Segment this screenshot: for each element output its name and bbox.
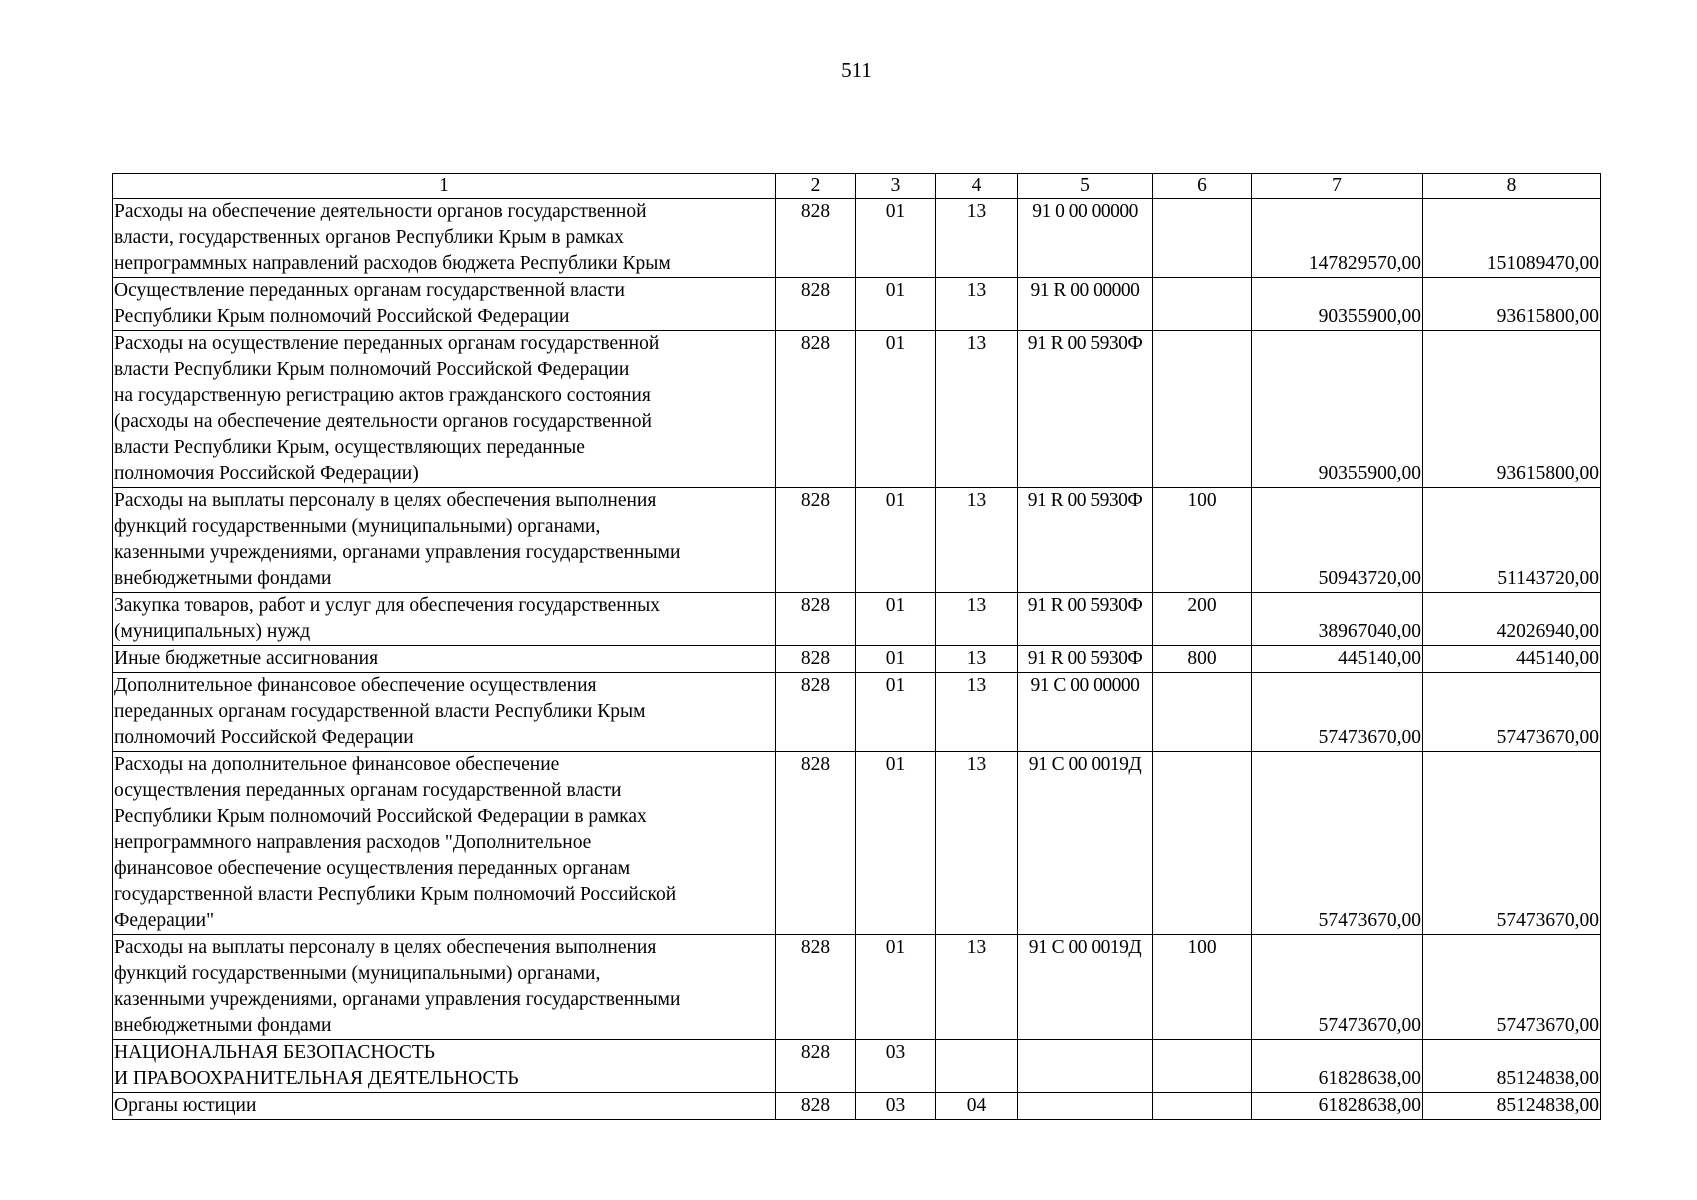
subsection-code: 13 — [936, 331, 1018, 488]
expense-name — [113, 935, 776, 1040]
target-article-code: 91 R 00 5930Ф — [1018, 646, 1153, 673]
budget-table — [112, 173, 1601, 1120]
subsection-code: 04 — [936, 1093, 1018, 1120]
table-row — [113, 646, 1601, 673]
table-row — [113, 199, 1601, 278]
expense-name — [113, 752, 776, 935]
amount-year-1: 57473670,00 — [1252, 935, 1423, 1040]
ministry-code: 828 — [776, 199, 856, 278]
target-article-code: 91 R 00 5930Ф — [1018, 331, 1153, 488]
target-article-code: 91 R 00 5930Ф — [1018, 488, 1153, 593]
expense-name-line: внебюджетными фондами — [114, 568, 332, 589]
amount-year-2: 445140,00 — [1423, 646, 1601, 673]
expense-type-code — [1153, 752, 1252, 935]
expense-name-line: функций государственными (муниципальными) органами, — [114, 963, 601, 984]
expense-name-line: переданных органам государственной власти Республики Крым — [114, 701, 646, 722]
subsection-code: 13 — [936, 199, 1018, 278]
table-row — [113, 673, 1601, 752]
ministry-code: 828 — [776, 593, 856, 646]
expense-name-line: функций государственными (муниципальными) органами, — [114, 516, 601, 537]
amount-year-1: 90355900,00 — [1252, 278, 1423, 331]
table-row — [113, 278, 1601, 331]
expense-name-line: Иные бюджетные ассигнования — [114, 648, 379, 669]
section-code: 01 — [856, 331, 936, 488]
expense-type-code: 800 — [1153, 646, 1252, 673]
section-code: 01 — [856, 752, 936, 935]
expense-type-code — [1153, 1093, 1252, 1120]
expense-name — [113, 488, 776, 593]
subsection-code — [936, 1040, 1018, 1093]
ministry-code: 828 — [776, 1093, 856, 1120]
expense-name-line: казенными учреждениями, органами управления государственными — [114, 989, 681, 1010]
expense-name-line: казенными учреждениями, органами управления государственными — [114, 542, 681, 563]
section-code: 03 — [856, 1040, 936, 1093]
amount-year-1: 61828638,00 — [1252, 1093, 1423, 1120]
expense-name-line: Закупка товаров, работ и услуг для обеспечения государственных — [114, 595, 661, 616]
column-header: 3 — [856, 174, 936, 199]
subsection-code: 13 — [936, 935, 1018, 1040]
expense-name-line: (муниципальных) нужд — [114, 621, 311, 642]
amount-year-1: 57473670,00 — [1252, 752, 1423, 935]
expense-name-line: Расходы на выплаты персоналу в целях обеспечения выполнения — [114, 490, 657, 511]
amount-year-1: 147829570,00 — [1252, 199, 1423, 278]
expense-name-line: Расходы на выплаты персоналу в целях обеспечения выполнения — [114, 937, 657, 958]
subsection-code: 13 — [936, 752, 1018, 935]
table-row — [113, 935, 1601, 1040]
amount-year-1: 50943720,00 — [1252, 488, 1423, 593]
amount-year-2: 93615800,00 — [1423, 331, 1601, 488]
expense-name-line: Дополнительное финансовое обеспечение осуществления — [114, 675, 597, 696]
expense-name — [113, 646, 776, 673]
expense-name-line: власти Республики Крым полномочий Российской Федерации — [114, 359, 630, 380]
expense-name-line: Органы юстиции — [114, 1095, 257, 1116]
subsection-code: 13 — [936, 673, 1018, 752]
expense-name-line: Республики Крым полномочий Российской Федерации — [114, 306, 570, 327]
column-header: 1 — [113, 174, 776, 199]
ministry-code: 828 — [776, 1040, 856, 1093]
expense-type-code — [1153, 278, 1252, 331]
target-article-code: 91 R 00 5930Ф — [1018, 593, 1153, 646]
ministry-code: 828 — [776, 646, 856, 673]
expense-name — [113, 331, 776, 488]
ministry-code: 828 — [776, 278, 856, 331]
expense-name-line: НАЦИОНАЛЬНАЯ БЕЗОПАСНОСТЬ — [114, 1042, 435, 1063]
amount-year-2: 93615800,00 — [1423, 278, 1601, 331]
target-article-code: 91 0 00 00000 — [1018, 199, 1153, 278]
amount-year-2: 51143720,00 — [1423, 488, 1601, 593]
amount-year-1: 445140,00 — [1252, 646, 1423, 673]
amount-year-1: 90355900,00 — [1252, 331, 1423, 488]
column-header: 8 — [1423, 174, 1601, 199]
amount-year-2: 57473670,00 — [1423, 935, 1601, 1040]
expense-type-code: 200 — [1153, 593, 1252, 646]
column-header: 5 — [1018, 174, 1153, 199]
expense-name — [113, 593, 776, 646]
column-header: 2 — [776, 174, 856, 199]
section-code: 01 — [856, 673, 936, 752]
column-header: 7 — [1252, 174, 1423, 199]
expense-name-line: власти, государственных органов Республики Крым в рамках — [114, 227, 624, 248]
expense-name-line: Федерации" — [114, 910, 215, 931]
expense-name-line: (расходы на обеспечение деятельности органов государственной — [114, 411, 652, 432]
expense-type-code — [1153, 673, 1252, 752]
amount-year-1: 57473670,00 — [1252, 673, 1423, 752]
amount-year-2: 85124838,00 — [1423, 1040, 1601, 1093]
table-row — [113, 752, 1601, 935]
section-code: 01 — [856, 488, 936, 593]
table-row — [113, 1093, 1601, 1120]
ministry-code: 828 — [776, 935, 856, 1040]
expense-name-line: И ПРАВООХРАНИТЕЛЬНАЯ ДЕЯТЕЛЬНОСТЬ — [114, 1068, 519, 1089]
ministry-code: 828 — [776, 331, 856, 488]
expense-type-code: 100 — [1153, 935, 1252, 1040]
expense-type-code: 100 — [1153, 488, 1252, 593]
section-code: 01 — [856, 278, 936, 331]
expense-name-line: осуществления переданных органам государственной власти — [114, 780, 622, 801]
table-row — [113, 1040, 1601, 1093]
table-row — [113, 331, 1601, 488]
expense-name-line: на государственную регистрацию актов гражданского состояния — [114, 385, 651, 406]
expense-name-line: власти Республики Крым, осуществляющих переданные — [114, 437, 585, 458]
target-article-code — [1018, 1093, 1153, 1120]
expense-name-line: непрограммного направления расходов "Дополнительное — [114, 832, 592, 853]
expense-name-line: Осуществление переданных органам государственной власти — [114, 280, 625, 301]
expense-name-line: Республики Крым полномочий Российской Федерации в рамках — [114, 806, 647, 827]
subsection-code: 13 — [936, 278, 1018, 331]
expense-type-code — [1153, 199, 1252, 278]
ministry-code: 828 — [776, 673, 856, 752]
ministry-code: 828 — [776, 752, 856, 935]
table-row — [113, 488, 1601, 593]
table-row — [113, 593, 1601, 646]
expense-name — [113, 673, 776, 752]
section-code: 03 — [856, 1093, 936, 1120]
amount-year-2: 42026940,00 — [1423, 593, 1601, 646]
section-code: 01 — [856, 199, 936, 278]
target-article-code — [1018, 1040, 1153, 1093]
expense-name-line: полномочия Российской Федерации) — [114, 463, 419, 484]
expense-name-line: Расходы на осуществление переданных органам государственной — [114, 333, 660, 354]
column-header: 6 — [1153, 174, 1252, 199]
target-article-code: 91 R 00 00000 — [1018, 278, 1153, 331]
amount-year-2: 85124838,00 — [1423, 1093, 1601, 1120]
expense-name-line: Расходы на обеспечение деятельности органов государственной — [114, 201, 647, 222]
expense-type-code — [1153, 331, 1252, 488]
expense-name — [113, 278, 776, 331]
column-header: 4 — [936, 174, 1018, 199]
expense-name-line: финансовое обеспечение осуществления переданных органам — [114, 858, 631, 879]
expense-name — [113, 1093, 776, 1120]
target-article-code: 91 С 00 00000 — [1018, 673, 1153, 752]
expense-name — [113, 1040, 776, 1093]
subsection-code: 13 — [936, 488, 1018, 593]
page-number: 511 — [841, 58, 872, 82]
amount-year-1: 61828638,00 — [1252, 1040, 1423, 1093]
amount-year-2: 151089470,00 — [1423, 199, 1601, 278]
expense-name-line: полномочий Российской Федерации — [114, 727, 414, 748]
section-code: 01 — [856, 593, 936, 646]
expense-name-line: Расходы на дополнительное финансовое обеспечение — [114, 754, 560, 775]
amount-year-2: 57473670,00 — [1423, 752, 1601, 935]
subsection-code: 13 — [936, 593, 1018, 646]
header-row — [113, 174, 1601, 199]
expense-name — [113, 199, 776, 278]
ministry-code: 828 — [776, 488, 856, 593]
expense-name-line: государственной власти Республики Крым полномочий Российской — [114, 884, 677, 905]
expense-name-line: внебюджетными фондами — [114, 1015, 332, 1036]
subsection-code: 13 — [936, 646, 1018, 673]
section-code: 01 — [856, 646, 936, 673]
expense-name-line: непрограммных направлений расходов бюджета Республики Крым — [114, 253, 671, 274]
section-code: 01 — [856, 935, 936, 1040]
target-article-code: 91 С 00 0019Д — [1018, 752, 1153, 935]
amount-year-2: 57473670,00 — [1423, 673, 1601, 752]
amount-year-1: 38967040,00 — [1252, 593, 1423, 646]
expense-type-code — [1153, 1040, 1252, 1093]
target-article-code: 91 С 00 0019Д — [1018, 935, 1153, 1040]
